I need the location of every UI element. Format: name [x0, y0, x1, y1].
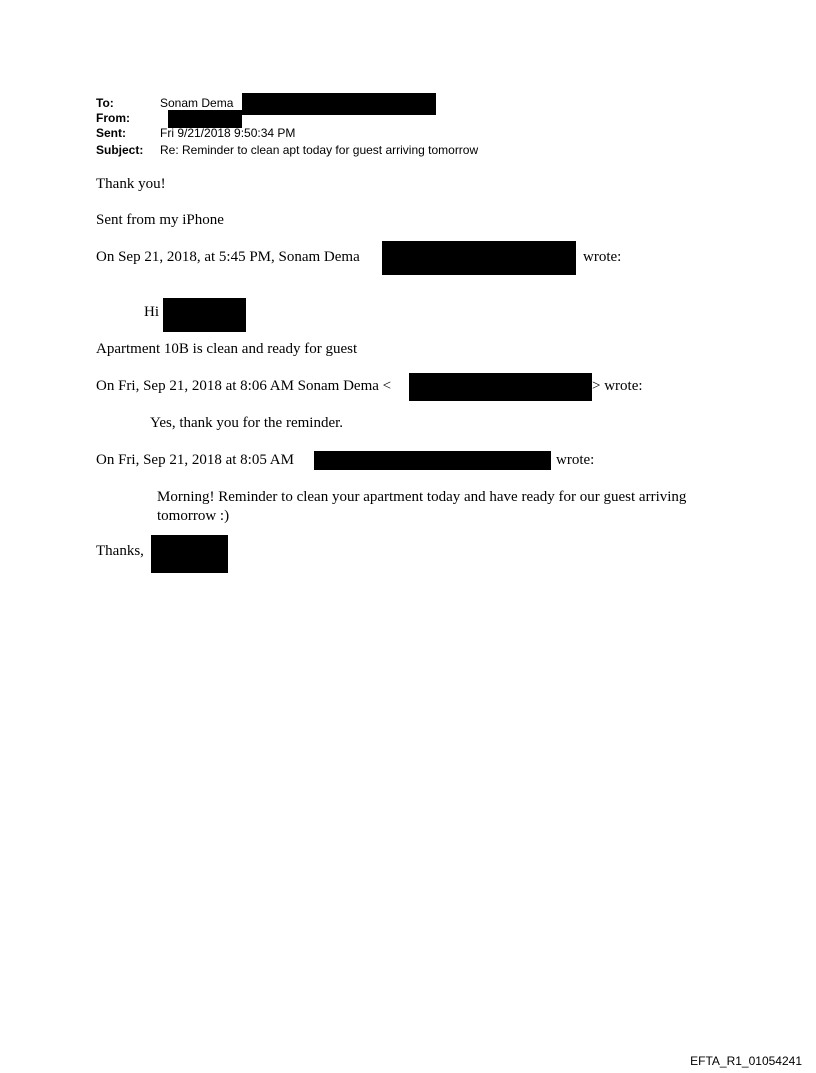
redaction-quote3-sender [314, 451, 551, 470]
body-signature-iphone: Sent from my iPhone [96, 212, 224, 228]
quote2-message: Yes, thank you for the reminder. [150, 415, 344, 431]
to-value: Sonam Dema [160, 96, 234, 110]
subject-label: Subject: [96, 143, 144, 157]
to-label: To: [96, 96, 114, 110]
redaction-greeting-name [163, 298, 246, 332]
redaction-quote1-email [382, 241, 576, 275]
redaction-to-email [242, 93, 436, 115]
quote3-header-prefix: On Fri, Sep 21, 2018 at 8:05 AM [96, 452, 294, 468]
quote2-header-prefix: On Fri, Sep 21, 2018 at 8:06 AM Sonam Dema < [96, 378, 392, 394]
subject-value: Re: Reminder to clean apt today for guest arriving tomorrow [160, 143, 479, 157]
quote3-message: Morning! Reminder to clean your apartment today and have ready for our guest arriving tomorrow :) [157, 489, 687, 524]
quote3-header-suffix: wrote: [556, 452, 595, 468]
quote1-header-prefix: On Sep 21, 2018, at 5:45 PM, Sonam Dema [96, 249, 360, 265]
body-thank-you: Thank you! [96, 176, 166, 192]
sent-value: Fri 9/21/2018 9:50:34 PM [160, 126, 296, 140]
sent-label: Sent: [96, 126, 126, 140]
from-label: From: [96, 111, 130, 125]
quote2-header-suffix: > wrote: [592, 378, 643, 394]
document-id: EFTA_R1_01054241 [690, 1054, 802, 1068]
quote1-greeting: Hi [144, 304, 159, 320]
redaction-signoff-name [151, 535, 228, 573]
quote1-message: Apartment 10B is clean and ready for guest [96, 341, 358, 357]
redaction-quote2-email [409, 373, 592, 401]
signoff: Thanks, [96, 543, 144, 559]
quote1-header-suffix: wrote: [583, 249, 622, 265]
